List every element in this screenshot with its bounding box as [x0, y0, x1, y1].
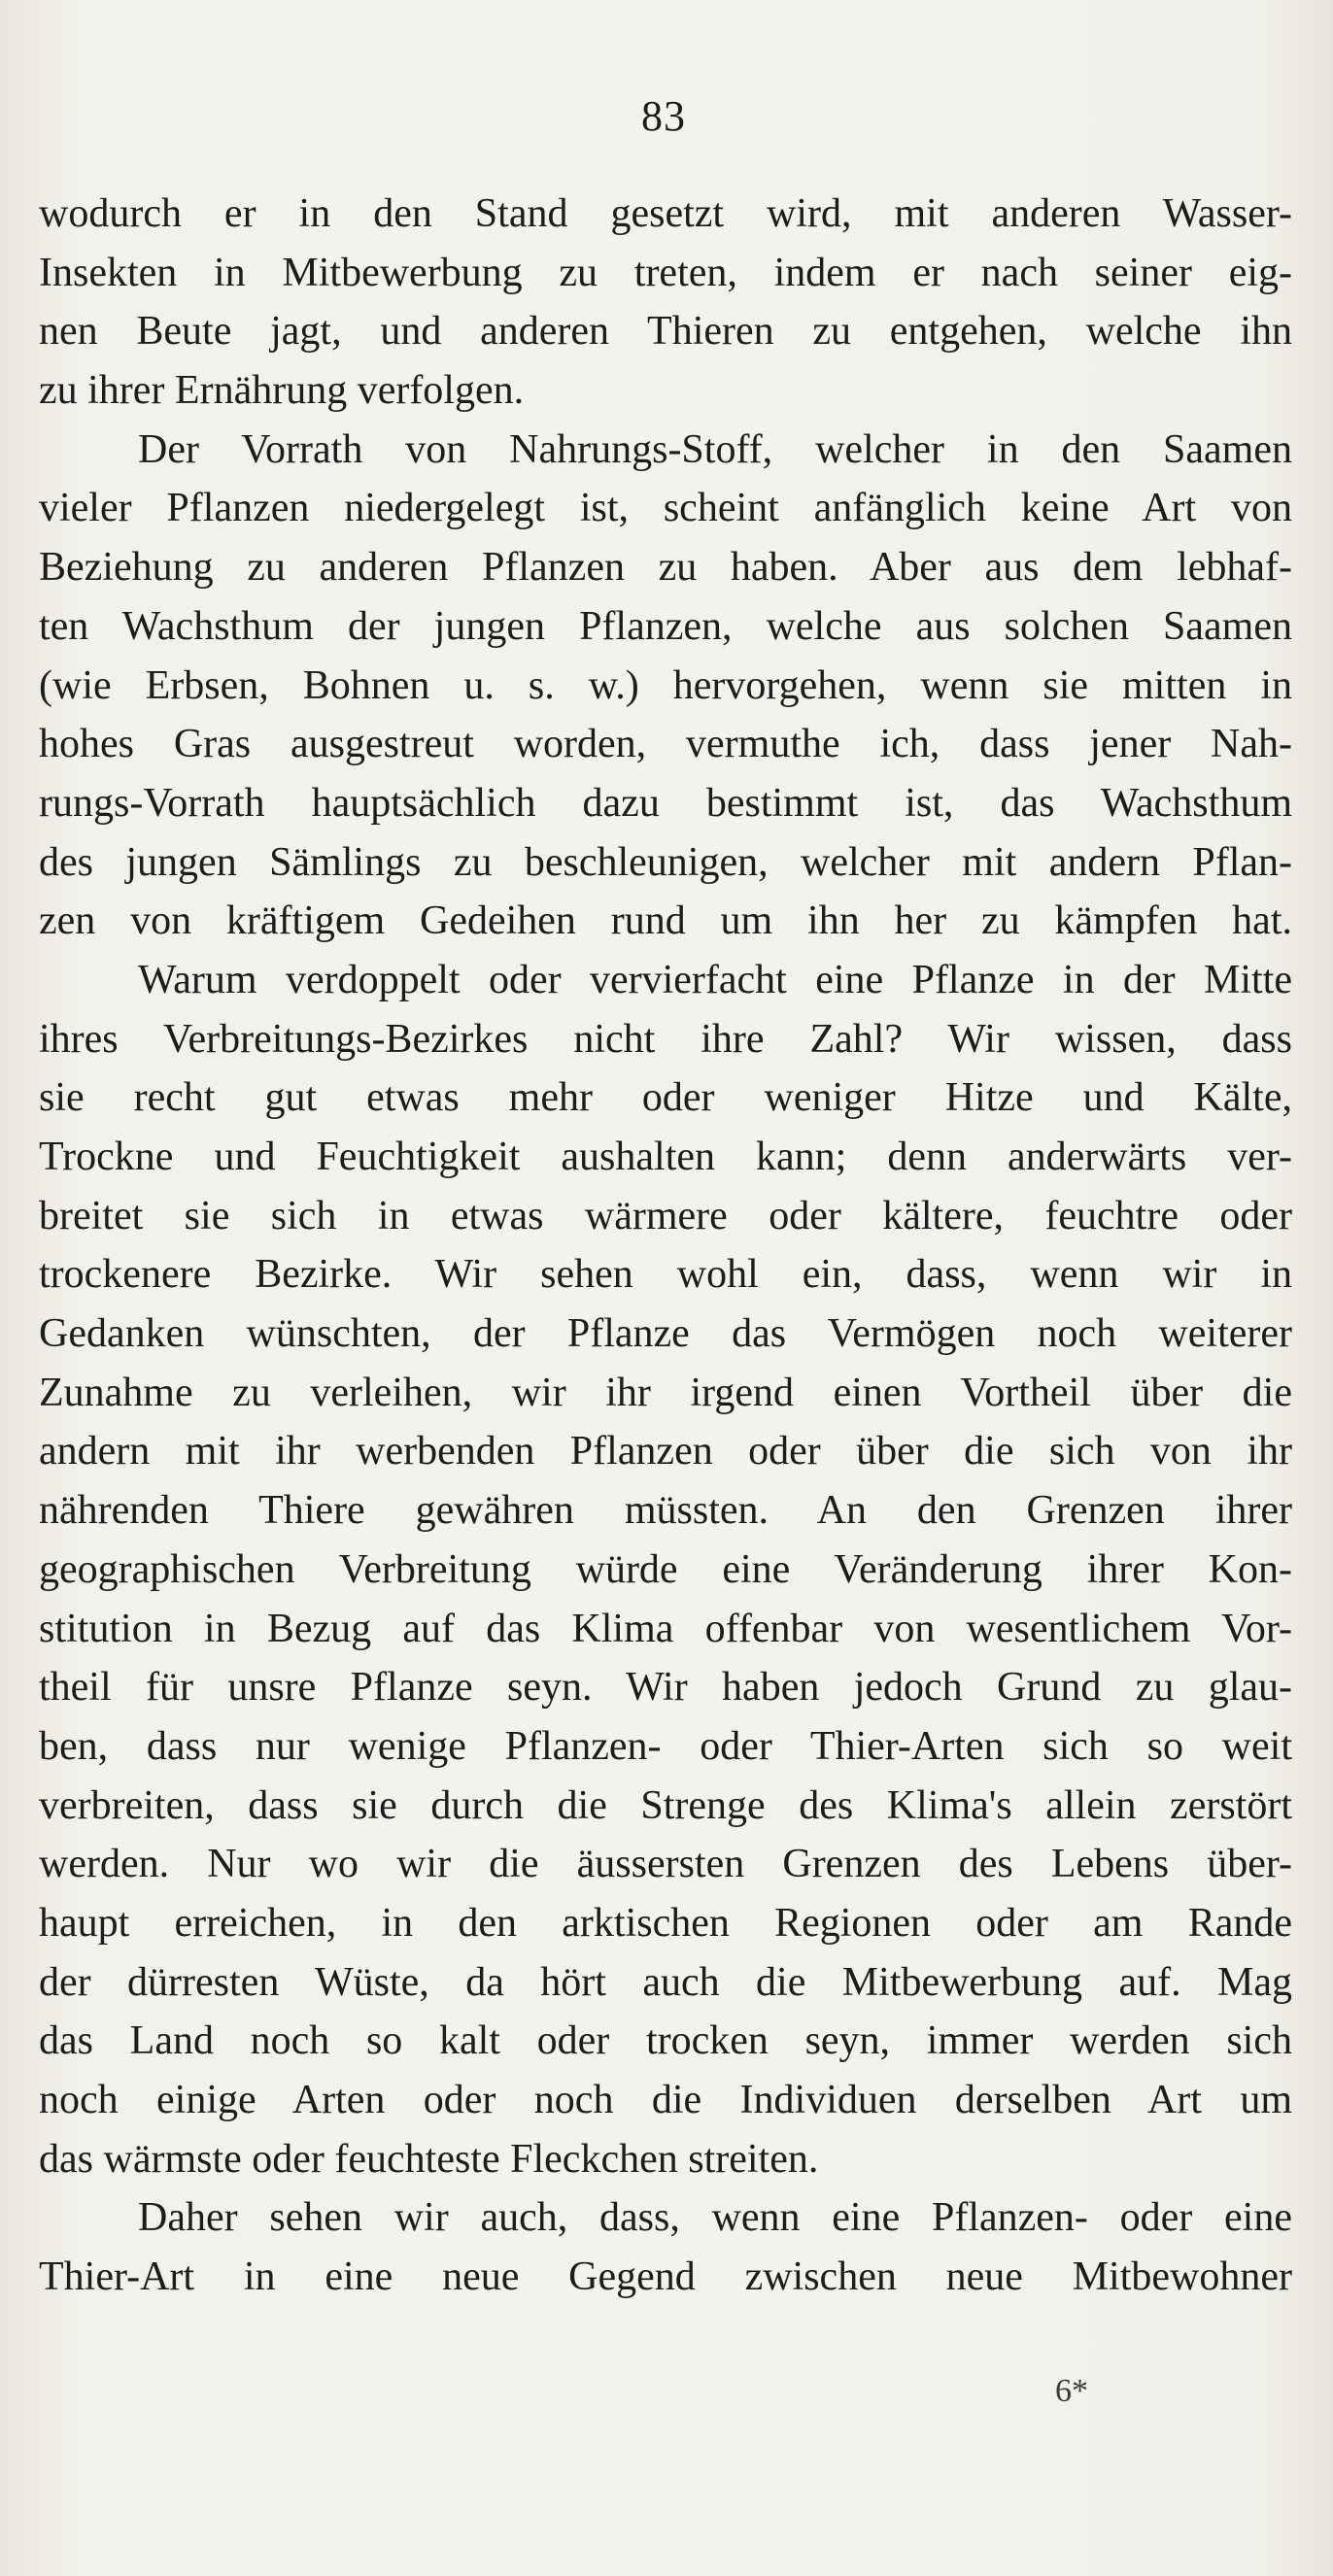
- text-line: stitution in Bezug auf das Klima offenbar von wesentlichem Vor-: [39, 1606, 1292, 1651]
- text-line: hohes Gras ausgestreut worden, vermuthe ich, dass jener Nah-: [39, 722, 1292, 767]
- text-line: vieler Pflanzen niedergelegt ist, scheint anfänglich keine Art von: [39, 486, 1292, 531]
- text-line: zen von kräftigem Gedeihen rund um ihn her zu kämpfen hat.: [39, 898, 1292, 944]
- text-line: theil für unsre Pflanze seyn. Wir haben jedoch Grund zu glau-: [39, 1665, 1292, 1711]
- text-line: nen Beute jagt, und anderen Thieren zu entgehen, welche ihn: [39, 309, 1292, 355]
- text-line: Zunahme zu verleihen, wir ihr irgend einen Vortheil über die: [39, 1370, 1292, 1415]
- text-line: des jungen Sämlings zu beschleunigen, welcher mit andern Pflan-: [39, 839, 1292, 885]
- text-line: Der Vorrath von Nahrungs-Stoff, welcher in den Saamen: [138, 426, 1292, 472]
- text-line: andern mit ihr werbenden Pflanzen oder über die sich von ihr: [39, 1429, 1292, 1474]
- text-line: Insekten in Mitbewerbung zu treten, indem er nach seiner eig-: [39, 250, 1292, 295]
- text-line: geographischen Verbreitung würde eine Veränderung ihrer Kon-: [39, 1546, 1292, 1592]
- body-text: [39, 185, 1292, 2307]
- text-line: (wie Erbsen, Bohnen u. s. w.) hervorgehen, wenn sie mitten in: [39, 662, 1292, 708]
- sheet-signature: 6*: [1055, 2373, 1088, 2409]
- text-line: ten Wachsthum der jungen Pflanzen, welche aus solchen Saamen: [39, 603, 1292, 649]
- text-line: Warum verdoppelt oder vervierfacht eine Pflanze in der Mitte: [138, 957, 1292, 1002]
- text-line: trockenere Bezirke. Wir sehen wohl ein, dass, wenn wir in: [39, 1252, 1292, 1298]
- text-line: Thier-Art in eine neue Gegend zwischen neue Mitbewohner: [39, 2254, 1292, 2300]
- text-line: das wärmste oder feuchteste Fleckchen streiten.: [39, 2136, 819, 2182]
- text-line: nährenden Thiere gewähren müssten. An den Grenzen ihrer: [39, 1488, 1292, 1534]
- text-line: breitet sie sich in etwas wärmere oder kältere, feuchtre oder: [39, 1193, 1292, 1238]
- text-line: der dürresten Wüste, da hört auch die Mitbewerbung auf. Mag: [39, 1959, 1292, 2005]
- text-line: Daher sehen wir auch, dass, wenn eine Pflanzen- oder eine: [138, 2195, 1292, 2241]
- text-line: das Land noch so kalt oder trocken seyn, immer werden sich: [39, 2018, 1292, 2064]
- text-line: haupt erreichen, in den arktischen Regionen oder am Rande: [39, 1900, 1292, 1946]
- text-line: Gedanken wünschten, der Pflanze das Vermögen noch weiterer: [39, 1311, 1292, 1357]
- text-line: wodurch er in den Stand gesetzt wird, mit anderen Wasser-: [39, 191, 1292, 236]
- text-line: ihres Verbreitungs-Bezirkes nicht ihre Zahl? Wir wissen, dass: [39, 1016, 1292, 1062]
- text-line: rungs-Vorrath hauptsächlich dazu bestimmt ist, das Wachsthum: [39, 780, 1292, 826]
- text-line: zu ihrer Ernährung verfolgen.: [39, 368, 525, 414]
- text-line: ben, dass nur wenige Pflanzen- oder Thier-Arten sich so weit: [39, 1723, 1292, 1769]
- text-line: werden. Nur wo wir die äussersten Grenzen des Lebens über-: [39, 1842, 1292, 1887]
- text-line: verbreiten, dass sie durch die Strenge des Klima's allein zerstört: [39, 1782, 1292, 1828]
- page-number: 83: [641, 92, 686, 140]
- text-line: Trockne und Feuchtigkeit aushalten kann; denn anderwärts ver-: [39, 1135, 1292, 1179]
- text-line: noch einige Arten oder noch die Individuen derselben Art um: [39, 2078, 1292, 2122]
- text-line: sie recht gut etwas mehr oder weniger Hitze und Kälte,: [39, 1075, 1292, 1121]
- text-line: Beziehung zu anderen Pflanzen zu haben. Aber aus dem lebhaf-: [39, 545, 1292, 591]
